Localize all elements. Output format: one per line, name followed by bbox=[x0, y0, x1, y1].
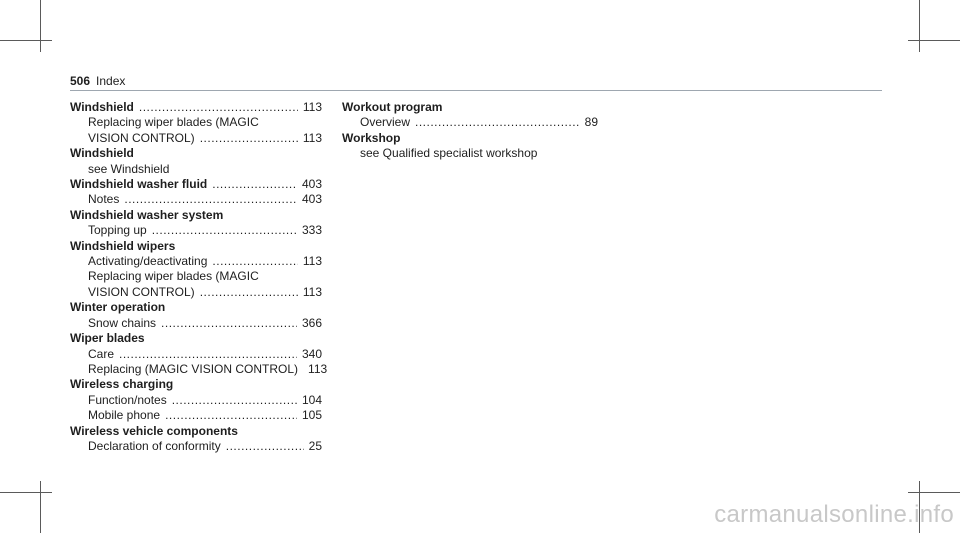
page-reference[interactable]: 113 bbox=[302, 100, 322, 114]
dot-leader bbox=[152, 223, 297, 238]
index-term-label: Wireless vehicle components bbox=[70, 423, 238, 438]
dot-leader bbox=[119, 347, 297, 362]
index-term-label: Windshield wipers bbox=[70, 238, 176, 253]
index-term-label: Windshield washer fluid bbox=[70, 177, 208, 192]
index-entry bbox=[342, 100, 598, 131]
page-reference[interactable]: 113 bbox=[302, 130, 322, 145]
index-entry bbox=[70, 100, 322, 146]
index-term bbox=[70, 424, 322, 439]
dot-leader bbox=[161, 316, 297, 331]
index-term bbox=[70, 177, 322, 192]
subentry-label: Notes bbox=[88, 192, 120, 207]
index-column-right bbox=[342, 100, 598, 162]
subentry-label: Care bbox=[88, 346, 115, 361]
crop-mark bbox=[919, 0, 920, 52]
dot-leader bbox=[165, 408, 297, 423]
index-entry bbox=[342, 131, 598, 162]
subentry-label: VISION CONTROL) bbox=[88, 130, 195, 145]
page-reference[interactable]: 340 bbox=[301, 346, 322, 361]
page-reference[interactable]: 366 bbox=[301, 315, 322, 330]
index-subentry bbox=[70, 223, 322, 238]
dot-leader bbox=[200, 285, 298, 300]
page-reference[interactable]: 403 bbox=[301, 192, 322, 207]
dot-leader bbox=[124, 192, 297, 207]
index-entry bbox=[70, 300, 322, 331]
subentry-label: Snow chains bbox=[88, 315, 157, 330]
index-term-label: Wireless charging bbox=[70, 377, 174, 392]
subentry-label: see Windshield bbox=[88, 161, 170, 176]
index-subentry bbox=[70, 131, 322, 146]
dot-leader bbox=[172, 393, 297, 408]
watermark: carmanualsonline.info bbox=[714, 501, 954, 528]
index-entry bbox=[70, 377, 322, 423]
index-subentry bbox=[70, 162, 322, 177]
dot-leader bbox=[200, 131, 298, 146]
subentry-label: Declaration of conformity bbox=[88, 438, 221, 453]
page-reference[interactable]: 113 bbox=[302, 284, 322, 299]
index-entry bbox=[70, 239, 322, 301]
index-term-label: Windshield bbox=[70, 100, 134, 114]
page-reference[interactable]: 105 bbox=[301, 408, 322, 423]
subentry-label: Replacing wiper blades (MAGIC bbox=[88, 115, 259, 130]
page-header bbox=[70, 74, 125, 88]
index-term bbox=[70, 100, 322, 115]
dot-leader bbox=[415, 115, 580, 130]
page-reference[interactable]: 104 bbox=[301, 392, 322, 407]
index-column-left bbox=[70, 100, 328, 454]
page-reference[interactable]: 25 bbox=[308, 438, 322, 453]
dot-leader bbox=[226, 439, 304, 454]
index-subentry bbox=[70, 393, 322, 408]
subentry-label: Function/notes bbox=[88, 392, 167, 407]
index-entry bbox=[70, 208, 322, 239]
index-subentry bbox=[70, 408, 322, 423]
index-term-label: Workshop bbox=[342, 130, 401, 145]
subentry-label: Overview bbox=[360, 115, 411, 130]
index-entry bbox=[70, 146, 322, 177]
crop-mark bbox=[908, 40, 960, 41]
index-entry bbox=[70, 331, 328, 377]
index-subentry bbox=[70, 361, 328, 377]
index-subentry bbox=[70, 192, 322, 207]
subentry-label: Topping up bbox=[88, 223, 147, 238]
page-reference[interactable]: 113 bbox=[302, 254, 322, 269]
index-subentry bbox=[70, 285, 322, 300]
index-term-label: Workout program bbox=[342, 100, 443, 114]
index-term bbox=[70, 146, 322, 161]
index-term-label: Winter operation bbox=[70, 300, 166, 315]
dot-leader bbox=[139, 100, 298, 115]
index-term bbox=[70, 208, 322, 223]
index-subentry bbox=[70, 254, 322, 269]
subentry-label: Replacing wiper blades (MAGIC bbox=[88, 269, 259, 284]
index-subentry bbox=[70, 115, 322, 130]
index-subentry bbox=[70, 439, 322, 454]
subentry-label: Mobile phone bbox=[88, 408, 161, 423]
page-reference[interactable]: 89 bbox=[584, 115, 598, 130]
dot-leader bbox=[212, 177, 297, 192]
page-reference[interactable]: 113 bbox=[308, 361, 328, 376]
crop-mark bbox=[40, 481, 41, 533]
index-subentry bbox=[70, 316, 322, 331]
index-subentry bbox=[342, 146, 598, 161]
subentry-label: VISION CONTROL) bbox=[88, 284, 195, 299]
crop-mark bbox=[40, 0, 41, 52]
page-reference[interactable]: 333 bbox=[301, 223, 322, 238]
page-number: 506 bbox=[70, 74, 91, 88]
index-subentry bbox=[70, 347, 322, 362]
index-term bbox=[70, 300, 322, 315]
crop-mark bbox=[0, 40, 52, 41]
index-term bbox=[70, 377, 322, 392]
index-term-label: Windshield washer system bbox=[70, 207, 224, 222]
index-entry bbox=[70, 424, 322, 455]
subentry-label: see Qualified specialist workshop bbox=[360, 146, 538, 161]
section-title: Index bbox=[96, 74, 126, 88]
header-rule bbox=[70, 90, 882, 91]
crop-mark bbox=[0, 492, 52, 493]
crop-mark bbox=[908, 492, 960, 493]
index-term bbox=[342, 131, 598, 146]
index-term bbox=[70, 239, 322, 254]
index-term bbox=[70, 331, 322, 346]
index-entry bbox=[70, 177, 322, 208]
index-subentry bbox=[70, 269, 322, 284]
dot-leader bbox=[212, 254, 297, 269]
index-term-label: Wiper blades bbox=[70, 331, 145, 346]
index-subentry bbox=[342, 115, 598, 130]
page-reference[interactable]: 403 bbox=[301, 177, 322, 192]
subentry-label: Activating/deactivating bbox=[88, 254, 208, 269]
subentry-label: Replacing (MAGIC VISION CONTROL) bbox=[88, 361, 299, 376]
index-term-label: Windshield bbox=[70, 146, 134, 161]
index-term bbox=[342, 100, 598, 115]
